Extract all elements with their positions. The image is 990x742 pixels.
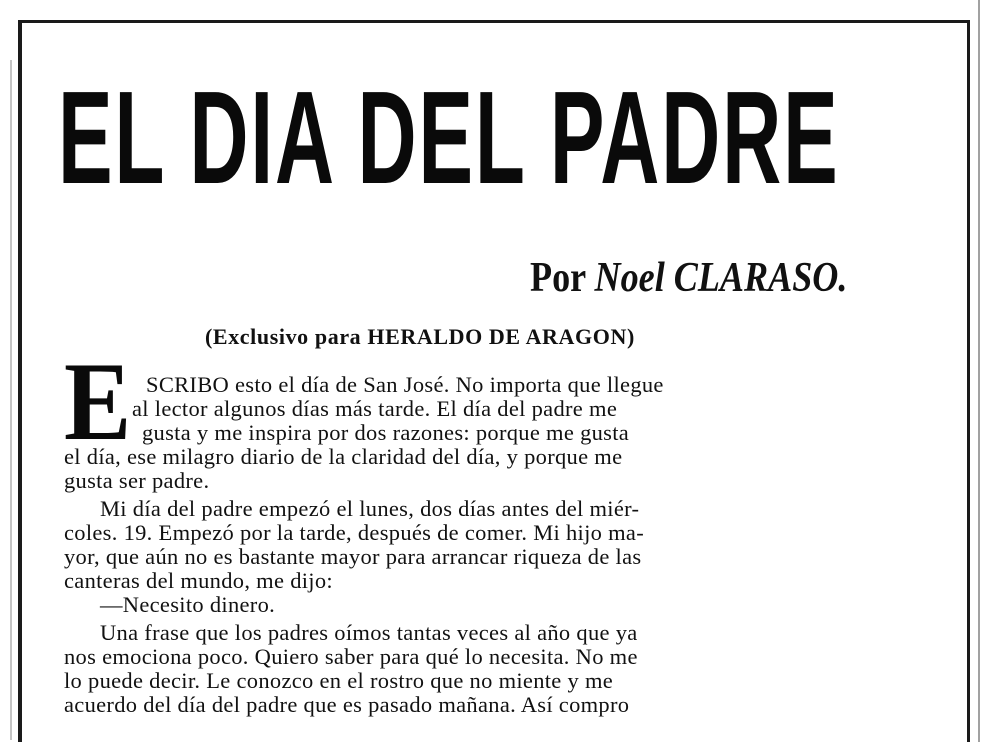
drop-cap: E <box>64 340 132 464</box>
exclusive-note: (Exclusivo para HERALDO DE ARAGON) <box>205 324 635 349</box>
body-line: coles. 19. Empezó por la tarde, después de comer. Mi hijo ma- <box>64 520 645 545</box>
border-rule-right <box>967 20 970 742</box>
body-line: canteras del mundo, me dijo: <box>64 568 333 593</box>
body-line: Una frase que los padres oímos tantas veces al año que ya <box>100 620 638 645</box>
body-line: —Necesito dinero. <box>100 592 276 617</box>
byline <box>530 250 874 306</box>
byline-prefix: Por <box>530 255 586 301</box>
body-line: Mi día del padre empezó el lunes, dos días antes del miér- <box>100 496 640 521</box>
body-line: yor, que aún no es bastante mayor para arrancar riqueza de las <box>64 544 642 569</box>
body-line: lo puede decir. Le conozco en el rostro que no miente y me <box>64 668 614 693</box>
scan-edge-line <box>10 60 12 740</box>
headline: EL DIA DEL PADRE <box>58 64 840 211</box>
body-line: SCRIBO esto el día de San José. No importa que llegue <box>146 372 664 397</box>
body-line: gusta ser padre. <box>64 468 210 493</box>
body-line: acuerdo del día del padre que es pasado mañana. Así compro <box>64 692 630 717</box>
body-line: al lector algunos días más tarde. El día del padre me <box>132 396 618 421</box>
body-line: nos emociona poco. Quiero saber para qué lo necesita. No me <box>64 644 638 669</box>
body-line: gusta y me inspira por dos razones: porque me gusta <box>142 420 630 445</box>
body-line: el día, ese milagro diario de la claridad del día, y porque me <box>64 444 623 469</box>
border-rule-left <box>18 22 22 742</box>
border-rule-top <box>18 20 970 23</box>
byline-author: Noel CLARASO. <box>594 255 848 301</box>
scan-edge-line-right <box>978 0 980 742</box>
